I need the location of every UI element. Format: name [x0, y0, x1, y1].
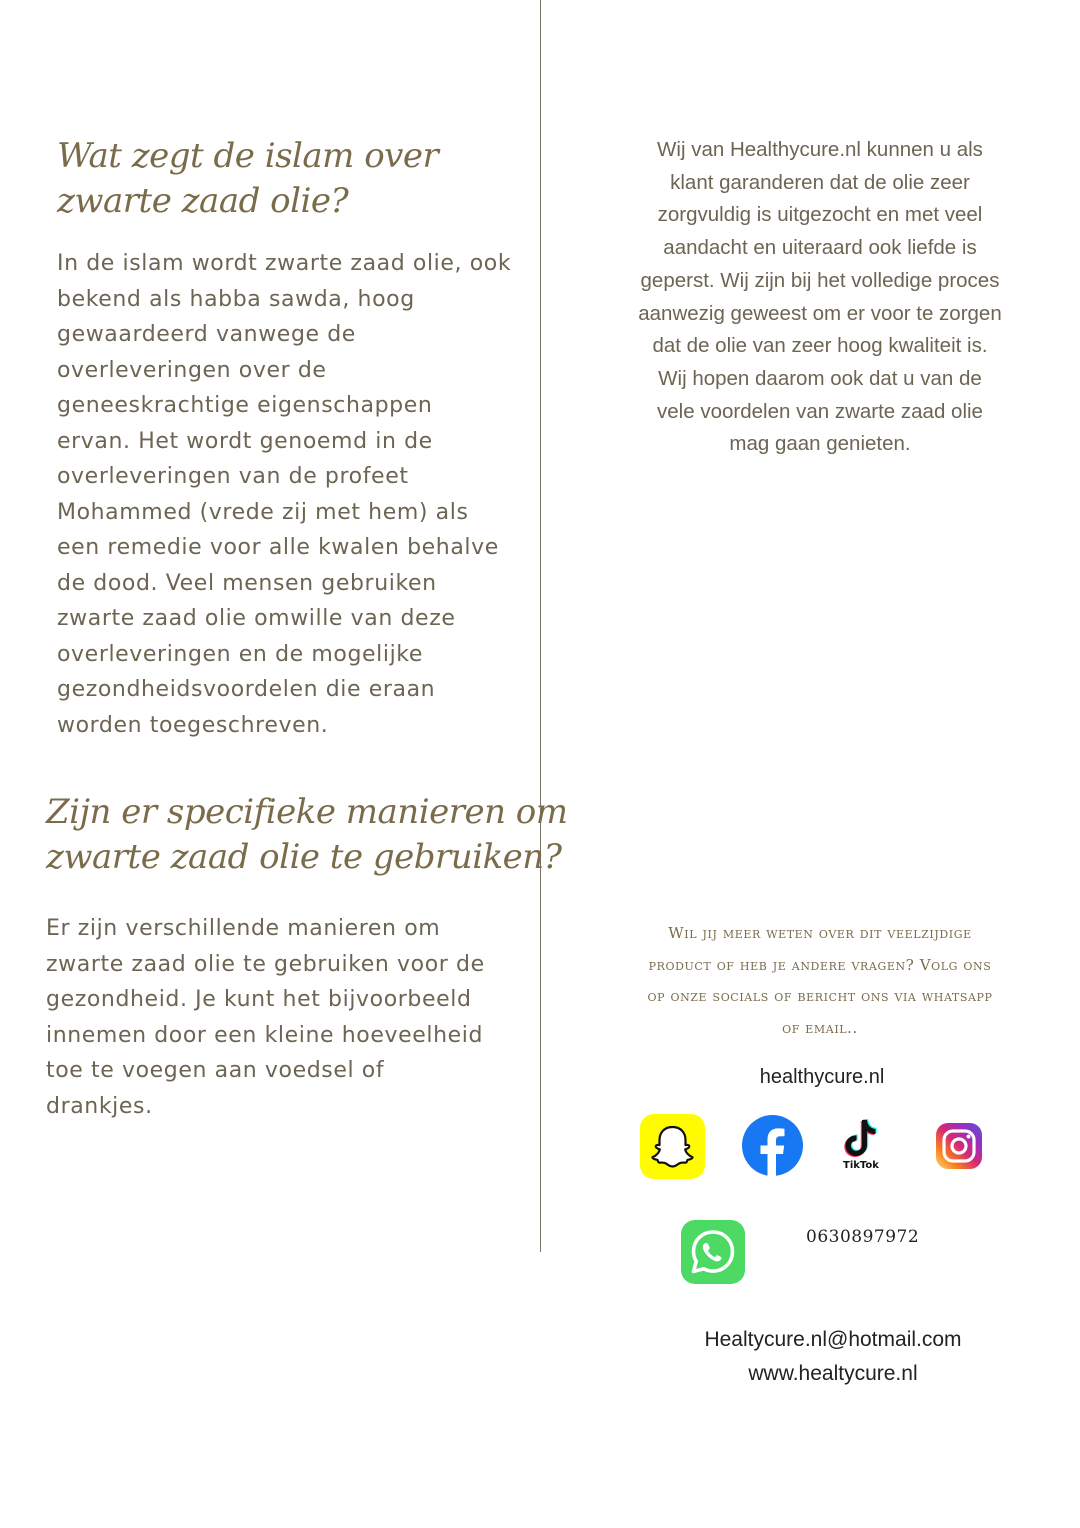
column-divider — [540, 0, 541, 1252]
snapchat-icon[interactable] — [640, 1114, 705, 1179]
guarantee-paragraph — [610, 134, 1030, 461]
text-line: de dood. Veel mensen gebruiken — [57, 570, 437, 596]
phone-number[interactable]: 0630897972 — [806, 1227, 920, 1247]
heading-line: Zijn er specifieke manieren om — [46, 792, 568, 832]
text-line: In de islam wordt zwarte zaad olie, ook — [57, 251, 512, 276]
social-handle: healthycure.nl — [759, 1066, 885, 1088]
text-line: bekend als habba sawda, hoog — [57, 286, 415, 312]
heading-line: zwarte zaad olie? — [57, 181, 349, 221]
text-line: zwarte zaad olie te gebruiken voor de — [46, 951, 485, 977]
text-line: op onze socials of bericht ons via whatsapp — [647, 987, 993, 1005]
facebook-icon[interactable] — [741, 1114, 804, 1177]
body-usage — [46, 911, 485, 1124]
text-line: of email.. — [782, 1018, 858, 1037]
text-line: vele voordelen van zwarte zaad olie — [657, 399, 983, 423]
text-line: aanwezig geweest om er voor te zorgen — [638, 301, 1002, 325]
text-line: Mohammed (vrede zij met hem) als — [57, 499, 469, 525]
text-line: product of heb je andere vragen? Volg ons — [648, 955, 992, 974]
text-line: mag gaan genieten. — [729, 432, 911, 456]
tiktok-caption: TikTok — [843, 1160, 879, 1171]
text-line: drankjes. — [46, 1093, 153, 1119]
text-line: overleveringen en de mogelijke — [57, 641, 423, 667]
text-line: een remedie voor alle kwalen behalve — [57, 535, 499, 560]
heading-line: zwarte zaad olie te gebruiken? — [46, 837, 562, 877]
body-islam — [57, 246, 511, 743]
heading-line: Wat zegt de islam over — [57, 136, 439, 176]
whatsapp-icon[interactable] — [681, 1220, 745, 1284]
heading-usage — [46, 790, 567, 880]
text-line: gezondheidsvoordelen die eraan — [57, 677, 436, 702]
text-line: ervan. Het wordt genoemd in de — [57, 428, 433, 454]
text-line: overleveringen over de — [57, 357, 327, 383]
text-line: geperst. Wij zijn bij het volledige proces — [640, 268, 1000, 292]
heading-islam — [57, 134, 438, 224]
tiktok-icon[interactable] — [836, 1114, 886, 1172]
text-line: dat de olie van zeer hoog kwaliteit is. — [652, 334, 988, 358]
text-line: geneeskrachtige eigenschappen — [57, 393, 433, 418]
contact-cta — [606, 918, 1034, 1044]
text-line: Er zijn verschillende manieren om — [46, 916, 441, 941]
text-line: innemen door een kleine hoeveelheid — [46, 1022, 484, 1048]
website-link[interactable]: www.healtycure.nl — [748, 1362, 918, 1385]
instagram-icon[interactable] — [936, 1123, 982, 1169]
text-line: zorgvuldig is uitgezocht en met veel — [657, 203, 983, 227]
text-line: zwarte zaad olie omwille van deze — [57, 606, 456, 631]
text-line: gezondheid. Je kunt het bijvoorbeeld — [46, 987, 472, 1012]
text-line: worden toegeschreven. — [57, 712, 329, 738]
text-line: aandacht en uiteraard ook liefde is — [663, 236, 977, 260]
text-line: toe te voegen aan voedsel of — [46, 1058, 385, 1083]
text-line: gewaardeerd vanwege de — [57, 322, 356, 347]
text-line: klant garanderen dat de olie zeer — [670, 170, 970, 194]
text-line: Wij van Healthycure.nl kunnen u als — [657, 138, 983, 161]
email-address[interactable]: Healtycure.nl@hotmail.com — [704, 1328, 962, 1351]
text-line: overleveringen van de profeet — [57, 464, 409, 489]
text-line: Wij hopen daarom ook dat u van de — [658, 366, 982, 390]
text-line: Wil jij meer weten over dit veelzijdige — [668, 924, 972, 942]
